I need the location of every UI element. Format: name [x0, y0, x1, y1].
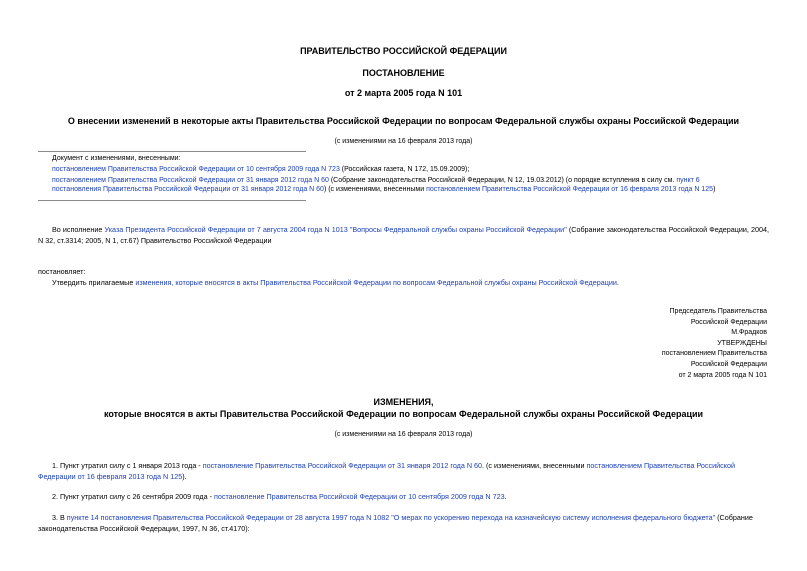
amendments-intro: Документ с изменениями, внесенными: [52, 155, 181, 162]
change-item-3-line-2: законодательства Российской Федерации, 1997, N 36, ст.4170): [38, 524, 250, 533]
amendment-line-2 [52, 177, 700, 184]
change-item-1-link-125a[interactable]: постановлением Правительства Российской [586, 461, 735, 470]
change-item-1-link-125b[interactable]: Федерации от 16 февраля 2013 года N 125 [38, 472, 183, 481]
change-item-3-link[interactable]: пункте 14 постановления Правительства Российской Федерации от 28 августа 1997 года N 1082 "О мерах по ускорению перехода на казначейскую систему исполнения федерального бюджета" [66, 513, 716, 522]
resolves-word: постановляет: [38, 267, 86, 276]
changes-link[interactable]: изменения, которые вносятся в акты Правительства Российской Федерации по вопросам Федеральной службы охраны Российской Федерации [135, 278, 617, 287]
presidential-decree-link[interactable]: Указа Президента Российской Федерации от 7 августа 2004 года N 1013 "Вопросы Федеральной службы охраны Российской Федерации" [104, 225, 567, 234]
change-item-1-line-1 [52, 460, 735, 471]
amendments-bottom-rule [38, 200, 306, 201]
change-item-2 [52, 491, 507, 502]
change-item-2-prefix: 2. Пункт утратил силу с 26 сентября 2009 года - [52, 492, 214, 501]
amendment-line-3-text: ) (с изменениями, внесенными [323, 186, 427, 193]
amendment-link-60[interactable]: постановлением Правительства Российской Федерации от 31 января 2012 года N 60 [52, 177, 329, 184]
change-item-3-prefix: 3. В [52, 513, 67, 522]
preamble-prefix: Во исполнение [52, 225, 105, 234]
signature-line-1: Председатель Правительства [669, 308, 767, 315]
change-item-1-line-2 [38, 471, 187, 482]
change-item-3-suffix: (Собрание [715, 513, 753, 522]
change-item-1-prefix: 1. Пункт утратил силу с 1 января 2013 года - [52, 461, 203, 470]
signature-block [662, 307, 767, 381]
amendment-link-723[interactable]: постановлением Правительства Российской Федерации от 10 сентября 2009 года N 723 [52, 166, 340, 173]
signature-line-7: от 2 марта 2005 года N 101 [678, 371, 767, 379]
signature-line-6: Российской Федерации [690, 360, 767, 368]
change-item-2-link[interactable]: постановление Правительства Российской Федерации от 10 сентября 2009 года N 723 [213, 492, 505, 501]
signature-line-4: УТВЕРЖДЕНЫ [717, 339, 767, 347]
doc-type-heading: ПОСТАНОВЛЕНИЕ [362, 68, 445, 78]
change-item-2-end: . [504, 492, 507, 501]
signature-line-5: постановлением Правительства [661, 350, 767, 358]
amendment-line-3 [52, 186, 715, 193]
signature-line-2: Российской Федерации [690, 318, 767, 326]
approve-suffix: . [616, 278, 619, 287]
amendments-top-rule [38, 151, 306, 152]
government-heading: ПРАВИТЕЛЬСТВО РОССИЙСКОЙ ФЕДЕРАЦИИ [300, 46, 507, 56]
change-item-1-link[interactable]: постановление Правительства Российской Федерации от 31 января 2012 года N 60 [202, 461, 483, 470]
amendment-link-point-6[interactable]: пункт 6 [676, 177, 700, 184]
revision-note: (с изменениями на 16 февраля 2013 года) [334, 138, 473, 145]
amendment-line-1-text: (Российская газета, N 172, 15.09.2009); [339, 166, 470, 173]
amendment-line-3-end: ) [713, 186, 716, 193]
preamble-suffix: (Собрание законодательства Российской Федерации, 2004, N 32, ст.3314; 2005, N 1, ст.67) Правительство Российской Федерации [38, 225, 769, 245]
date-number-heading: от 2 марта 2005 года N 101 [344, 88, 463, 98]
change-item-1-mid: . (с изменениями, внесенными [482, 461, 587, 470]
approve-prefix: Утвердить прилагаемые [52, 278, 136, 287]
change-item-1-end: ). [182, 472, 187, 481]
changes-subtitle: которые вносятся в акты Правительства Российской Федерации по вопросам Федеральной службы охраны Российской Федерации [103, 409, 704, 419]
document-title: О внесении изменений в некоторые акты Правительства Российской Федерации по вопросам Федеральной службы охраны Российской Федерации [67, 116, 740, 126]
approve-paragraph [52, 277, 619, 288]
preamble-paragraph [38, 224, 769, 246]
amendment-line-2-text: (Собрание законодательства Российской Федерации, N 12, 19.03.2012) (о порядке вступления в силу см. [328, 177, 677, 184]
change-item-3-line-1 [52, 512, 753, 523]
signature-line-3: М.Фрадков [731, 329, 767, 337]
changes-revision-note: (с изменениями на 16 февраля 2013 года) [334, 431, 473, 438]
amendment-link-60-decree[interactable]: постановления Правительства Российской Федерации от 31 января 2012 года N 60 [52, 186, 324, 193]
changes-title: ИЗМЕНЕНИЯ, [373, 397, 434, 407]
amendment-line-1 [52, 166, 469, 173]
amendment-link-125[interactable]: постановлением Правительства Российской Федерации от 16 февраля 2013 года N 125 [426, 186, 714, 193]
